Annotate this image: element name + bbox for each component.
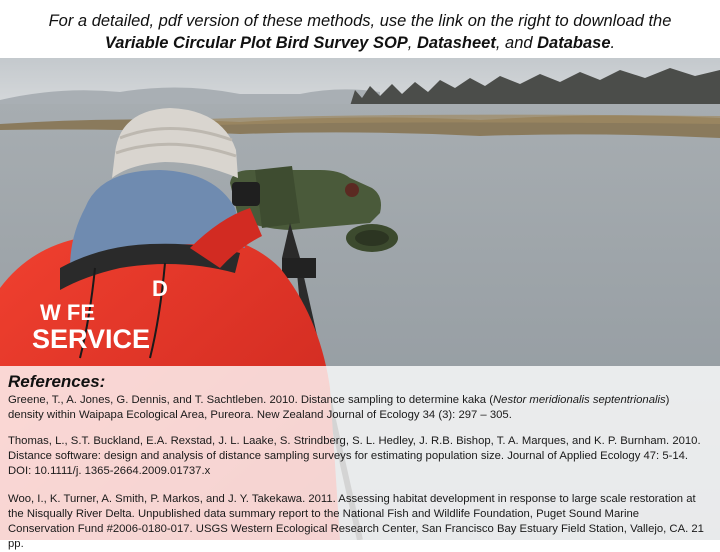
banner-line-1: For a detailed, pdf version of these methods, use the link on the right to download the: [48, 12, 672, 30]
banner-line-2: [0, 33, 720, 53]
reference-text: Greene, T., A. Jones, G. Dennis, and T. Sachtleben. 2010. Distance sampling to determine kaka (: [8, 394, 493, 406]
reference-text-cont: ) density within Waipapa Ecological Area, Pureora. New Zealand Journal of Ecology 34 (3): 297 – 305.: [8, 394, 670, 421]
reference-text: Thomas, L., S.T. Buckland, E.A. Rexstad, J. L. Laake, S. Strindberg, S. L. Hedley, J. R.B. Bishop, T. A. Marques, and K. P. Burnham. 2010. Distance software: design and analysis of distance sampling surveys for estimating population size. Journal of Applied Ecology 47: 5-14. DOI: 10.1111/j. 1365-2664.2009.01737.x: [8, 435, 701, 477]
reference-text: Woo, I., K. Turner, A. Smith, P. Markos, and J. Y. Takekawa. 2011. Assessing habitat development in response to large scale restoration at the Nisqually River Delta. Unpublished data summary report to the National Fish and Wildlife Foundation, Puget Sound Marine Conservation Fund #2006-0180-017. USGS Western Ecological Research Center, San Francisco Bay Estuary Field Station, Vallejo, CA. 21 pp.: [8, 493, 704, 550]
references-panel: [0, 366, 720, 550]
banner-separator-1: ,: [407, 34, 417, 52]
reference-thomas-2010: [8, 434, 708, 479]
reference-greene-2010: [8, 393, 708, 423]
jacket-lettering-2: W FE: [40, 300, 95, 325]
jacket-lettering-3: SERVICE: [32, 324, 151, 354]
reference-woo-2011: [8, 492, 708, 552]
species-name: Nestor meridionalis septentrionalis: [493, 394, 666, 406]
database-document-name: Database: [537, 34, 611, 52]
banner-end: .: [610, 34, 616, 52]
sop-document-name: Variable Circular Plot Bird Survey SOP: [104, 34, 408, 52]
references-title: References:: [8, 372, 106, 391]
datasheet-document-name: Datasheet: [416, 34, 496, 52]
instruction-banner: [0, 0, 720, 58]
jacket-lettering-1: D: [152, 276, 168, 301]
banner-separator-2: , and: [495, 34, 538, 52]
